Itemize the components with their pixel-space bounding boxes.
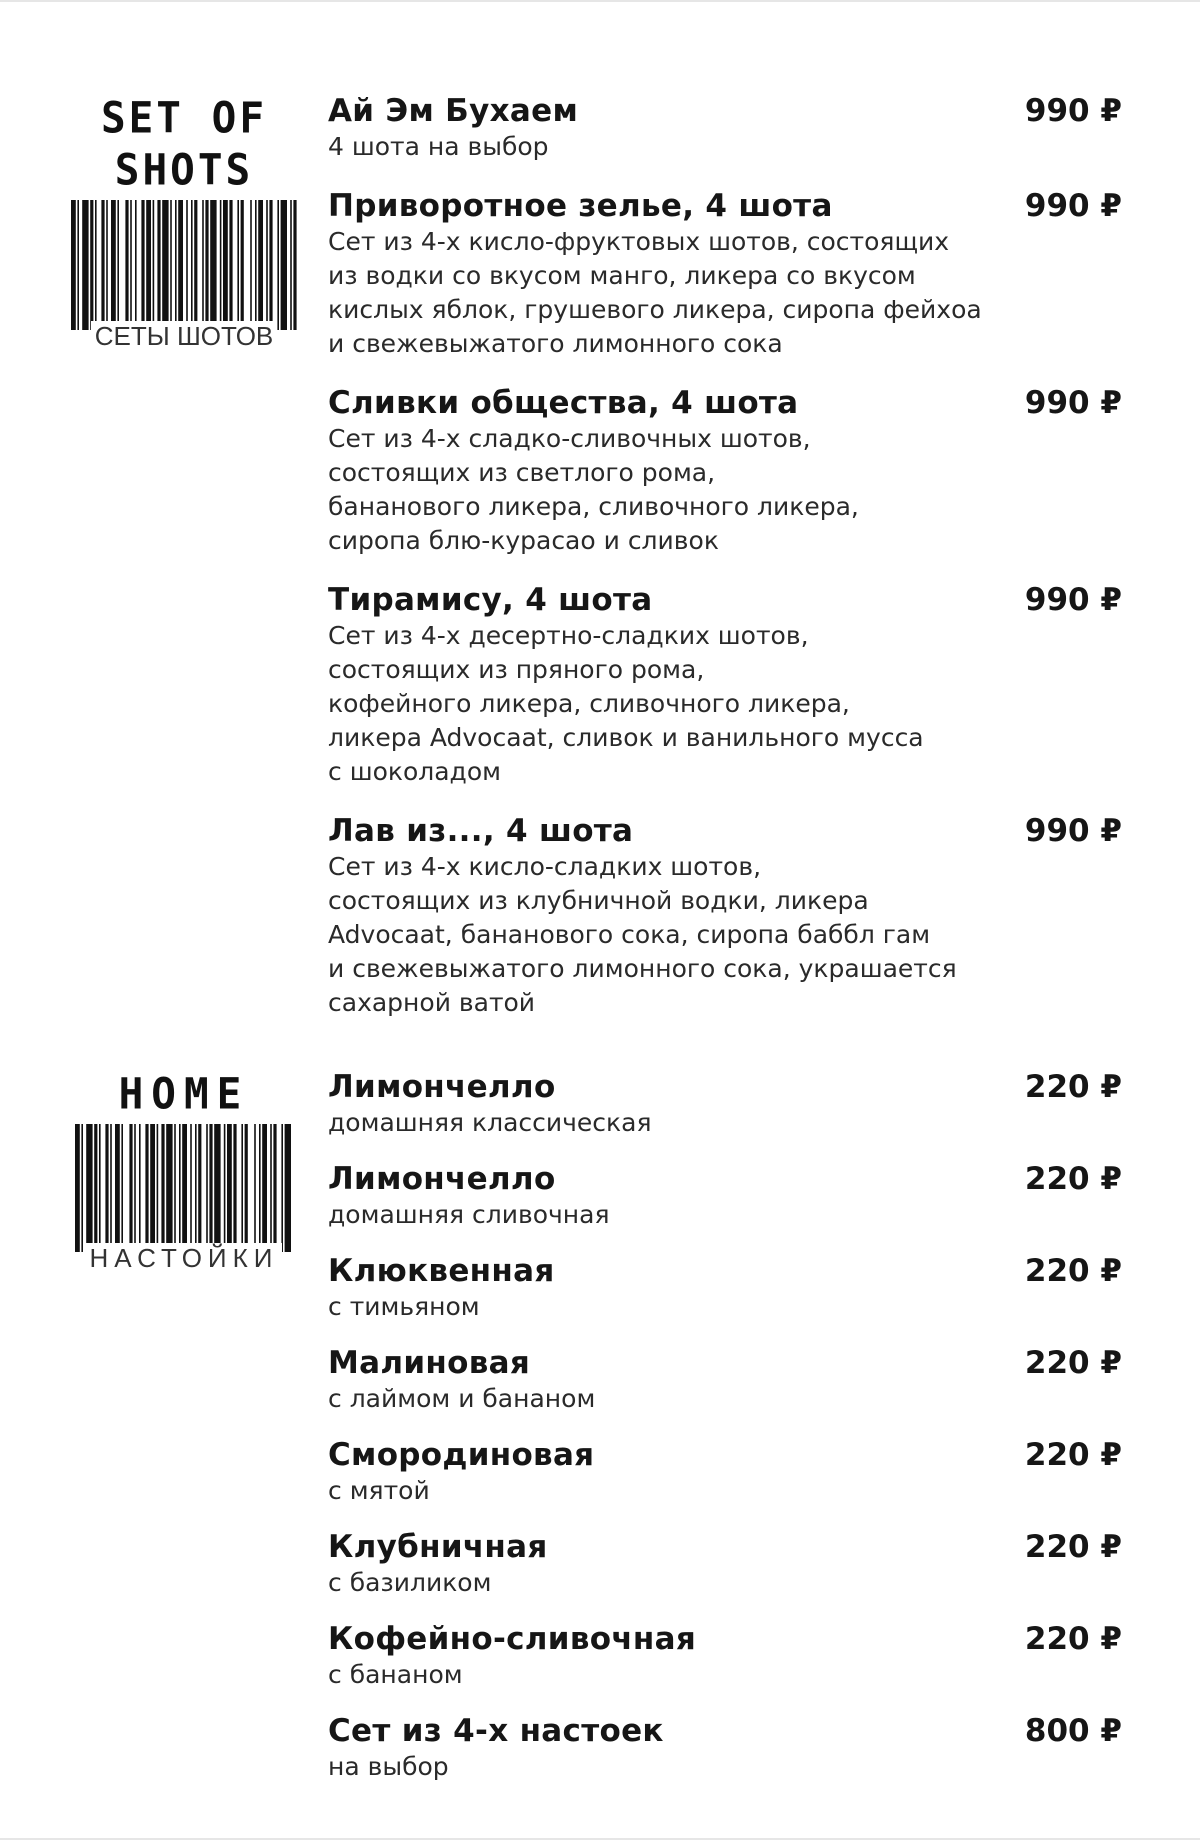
barcode-icon (75, 1124, 293, 1252)
barcode-bar (229, 200, 232, 330)
item-price: 990 ₽ (1024, 813, 1122, 849)
item-description: с тимьяном (328, 1292, 480, 1321)
barcode-bar (195, 1124, 197, 1252)
barcode-bar (241, 1124, 243, 1252)
barcode-bar (134, 1124, 136, 1252)
barcode-bar (162, 200, 168, 330)
menu-item (328, 581, 1128, 789)
item-name: Малиновая (328, 1345, 531, 1381)
menu-item (328, 1436, 1128, 1508)
menu-item (328, 1160, 1128, 1232)
badge-subtitle: СЕТЫ ШОТОВ (91, 321, 278, 352)
barcode-bar (233, 1124, 236, 1252)
barcode-bar (150, 1124, 155, 1252)
menu-item (328, 187, 1128, 361)
barcode-bar (255, 200, 257, 330)
barcode-bar (245, 1124, 248, 1252)
item-description: с мятой (328, 1476, 430, 1505)
barcode-bar (186, 200, 188, 330)
barcode-bar (105, 1124, 108, 1252)
barcode-bar (237, 200, 239, 330)
barcode-bar (94, 1124, 97, 1252)
item-description: Сет из 4-х десертно-сладких шотов, состоящих из пряного рома, кофейного ликера, сливочного ликера, ликера Advocaat, сливок и ванильного мусса с шоколадом (328, 621, 924, 786)
item-price: 990 ₽ (1024, 93, 1122, 129)
barcode-bar (224, 1124, 226, 1252)
barcode-bar (178, 200, 183, 330)
barcode-bar (174, 1124, 176, 1252)
item-name: Ай Эм Бухаем (328, 93, 579, 129)
barcode-bar (77, 200, 79, 330)
item-description: 4 шота на выбор (328, 132, 549, 161)
item-price: 800 ₽ (1024, 1713, 1122, 1749)
item-price: 220 ₽ (1024, 1253, 1122, 1289)
barcode-bar (205, 200, 208, 330)
barcode-bar (266, 200, 268, 330)
barcode-bar (270, 1124, 272, 1252)
barcode-bar (214, 1124, 220, 1252)
barcode-bar (206, 1124, 208, 1252)
barcode-bar (290, 200, 292, 330)
badge-title-line1: SET OF (100, 92, 268, 144)
barcode-bar (285, 1124, 291, 1252)
barcode-bar (223, 200, 228, 330)
item-price: 220 ₽ (1024, 1345, 1122, 1381)
section-badge (70, 92, 298, 352)
barcode-bar (130, 200, 132, 330)
barcode-bar (269, 200, 272, 330)
barcode-bar (182, 1124, 187, 1252)
item-name: Приворотное зелье, 4 шота (328, 188, 833, 224)
barcode-bar (191, 200, 193, 330)
barcode-bar (241, 200, 244, 330)
barcode-bar (210, 200, 216, 330)
barcode-bar (209, 1124, 212, 1252)
item-name: Лимончелло (328, 1161, 556, 1197)
barcode-bar (161, 1124, 164, 1252)
barcode-bar (111, 200, 116, 330)
barcode-bar (157, 1124, 159, 1252)
item-description: Сет из 4-х сладко-сливочных шотов, состоящих из светлого рома, бананового ликера, сливочного ликера, сиропа блю-курасао и сливок (328, 424, 859, 555)
barcode-bar (125, 200, 128, 330)
barcode-bar (86, 1124, 92, 1252)
menu-item (328, 1528, 1128, 1600)
item-name: Лав из..., 4 шота (328, 813, 634, 849)
item-price: 220 ₽ (1024, 1161, 1122, 1197)
barcode-bar (145, 1124, 148, 1252)
menu-list (328, 1068, 1128, 1804)
barcode-bar (175, 200, 177, 330)
item-description: на выбор (328, 1752, 449, 1781)
item-name: Сет из 4-х настоек (328, 1713, 664, 1749)
menu-item (328, 384, 1128, 558)
menu-item (328, 1344, 1128, 1416)
barcode-bar (293, 200, 296, 330)
barcode-bar (277, 200, 279, 330)
barcode-bar (139, 1124, 141, 1252)
barcode-bar (202, 200, 204, 330)
barcode-bar (281, 1124, 283, 1252)
item-name: Смородиновая (328, 1437, 595, 1473)
item-price: 220 ₽ (1024, 1437, 1122, 1473)
badge-subtitle: НАСТОЙКИ (86, 1243, 283, 1274)
barcode-bar (157, 200, 160, 330)
barcode-bar (170, 200, 172, 330)
barcode-bar (82, 200, 88, 330)
barcode-bar (117, 200, 119, 330)
barcode-bar (121, 1124, 123, 1252)
item-name: Сливки общества, 4 шота (328, 385, 799, 421)
barcode-bar (220, 200, 222, 330)
item-price: 990 ₽ (1024, 582, 1122, 618)
item-price: 220 ₽ (1024, 1069, 1122, 1105)
item-description: с лаймом и бананом (328, 1384, 596, 1413)
barcode-bar (153, 200, 155, 330)
menu-item (328, 1068, 1128, 1140)
item-name: Лимончелло (328, 1069, 556, 1105)
barcode-bar (129, 1124, 132, 1252)
barcode-bar (194, 200, 197, 330)
barcode-bar (110, 1124, 112, 1252)
menu-item (328, 812, 1128, 1020)
item-price: 220 ₽ (1024, 1621, 1122, 1657)
barcode-bar (115, 1124, 120, 1252)
barcode-bar (190, 1124, 192, 1252)
item-price: 990 ₽ (1024, 385, 1122, 421)
menu-item (328, 1712, 1128, 1784)
barcode-bar (99, 1124, 101, 1252)
barcode-bar (106, 200, 108, 330)
section-badge (70, 1068, 298, 1274)
top-border (0, 0, 1200, 2)
item-description: Сет из 4-х кисло-фруктовых шотов, состоящих из водки со вкусом манго, ликера со вкусом кислых яблок, грушевого ликера, сиропа фейхоа и свежевыжатого лимонного сока (328, 227, 982, 358)
barcode-bar (146, 200, 151, 330)
item-description: с бананом (328, 1660, 463, 1689)
item-price: 220 ₽ (1024, 1529, 1122, 1565)
item-description: Сет из 4-х кисло-сладких шотов, состоящих из клубничной водки, ликера Advocaat, бананового сока, сиропа баббл гам и свежевыжатого лимонного сока, украшается сахарной ватой (328, 852, 957, 1017)
barcode-bar (95, 200, 97, 330)
menu-item (328, 92, 1128, 164)
barcode-icon (71, 200, 297, 330)
barcode-bar (179, 1124, 181, 1252)
menu-item (328, 1252, 1128, 1324)
barcode-bar (258, 200, 263, 330)
menu-list (328, 92, 1128, 1043)
barcode-bar (273, 1124, 276, 1252)
item-name: Клюквенная (328, 1253, 555, 1289)
item-name: Кофейно-сливочная (328, 1621, 697, 1657)
barcode-bar (75, 1124, 80, 1252)
item-price: 990 ₽ (1024, 188, 1122, 224)
barcode-bar (166, 1124, 172, 1252)
barcode-bar (135, 200, 137, 330)
barcode-bar (262, 1124, 267, 1252)
item-name: Клубничная (328, 1529, 548, 1565)
barcode-bar (81, 1124, 83, 1252)
barcode-bar (281, 200, 287, 330)
barcode-bar (198, 1124, 201, 1252)
item-description: домашняя классическая (328, 1108, 652, 1137)
barcode-bar (250, 200, 252, 330)
item-description: домашняя сливочная (328, 1200, 610, 1229)
barcode-bar (101, 200, 104, 330)
item-description: с базиликом (328, 1568, 492, 1597)
barcode-bar (141, 200, 144, 330)
barcode-bar (254, 1124, 256, 1252)
barcode-bar (90, 200, 93, 330)
barcode-bar (71, 200, 76, 330)
barcode-bar (227, 1124, 232, 1252)
barcode-bar (259, 1124, 261, 1252)
badge-title-line1: HOME (118, 1068, 250, 1120)
item-name: Тирамису, 4 шота (328, 582, 653, 618)
badge-title-line2: SHOTS (114, 144, 254, 196)
menu-item (328, 1620, 1128, 1692)
